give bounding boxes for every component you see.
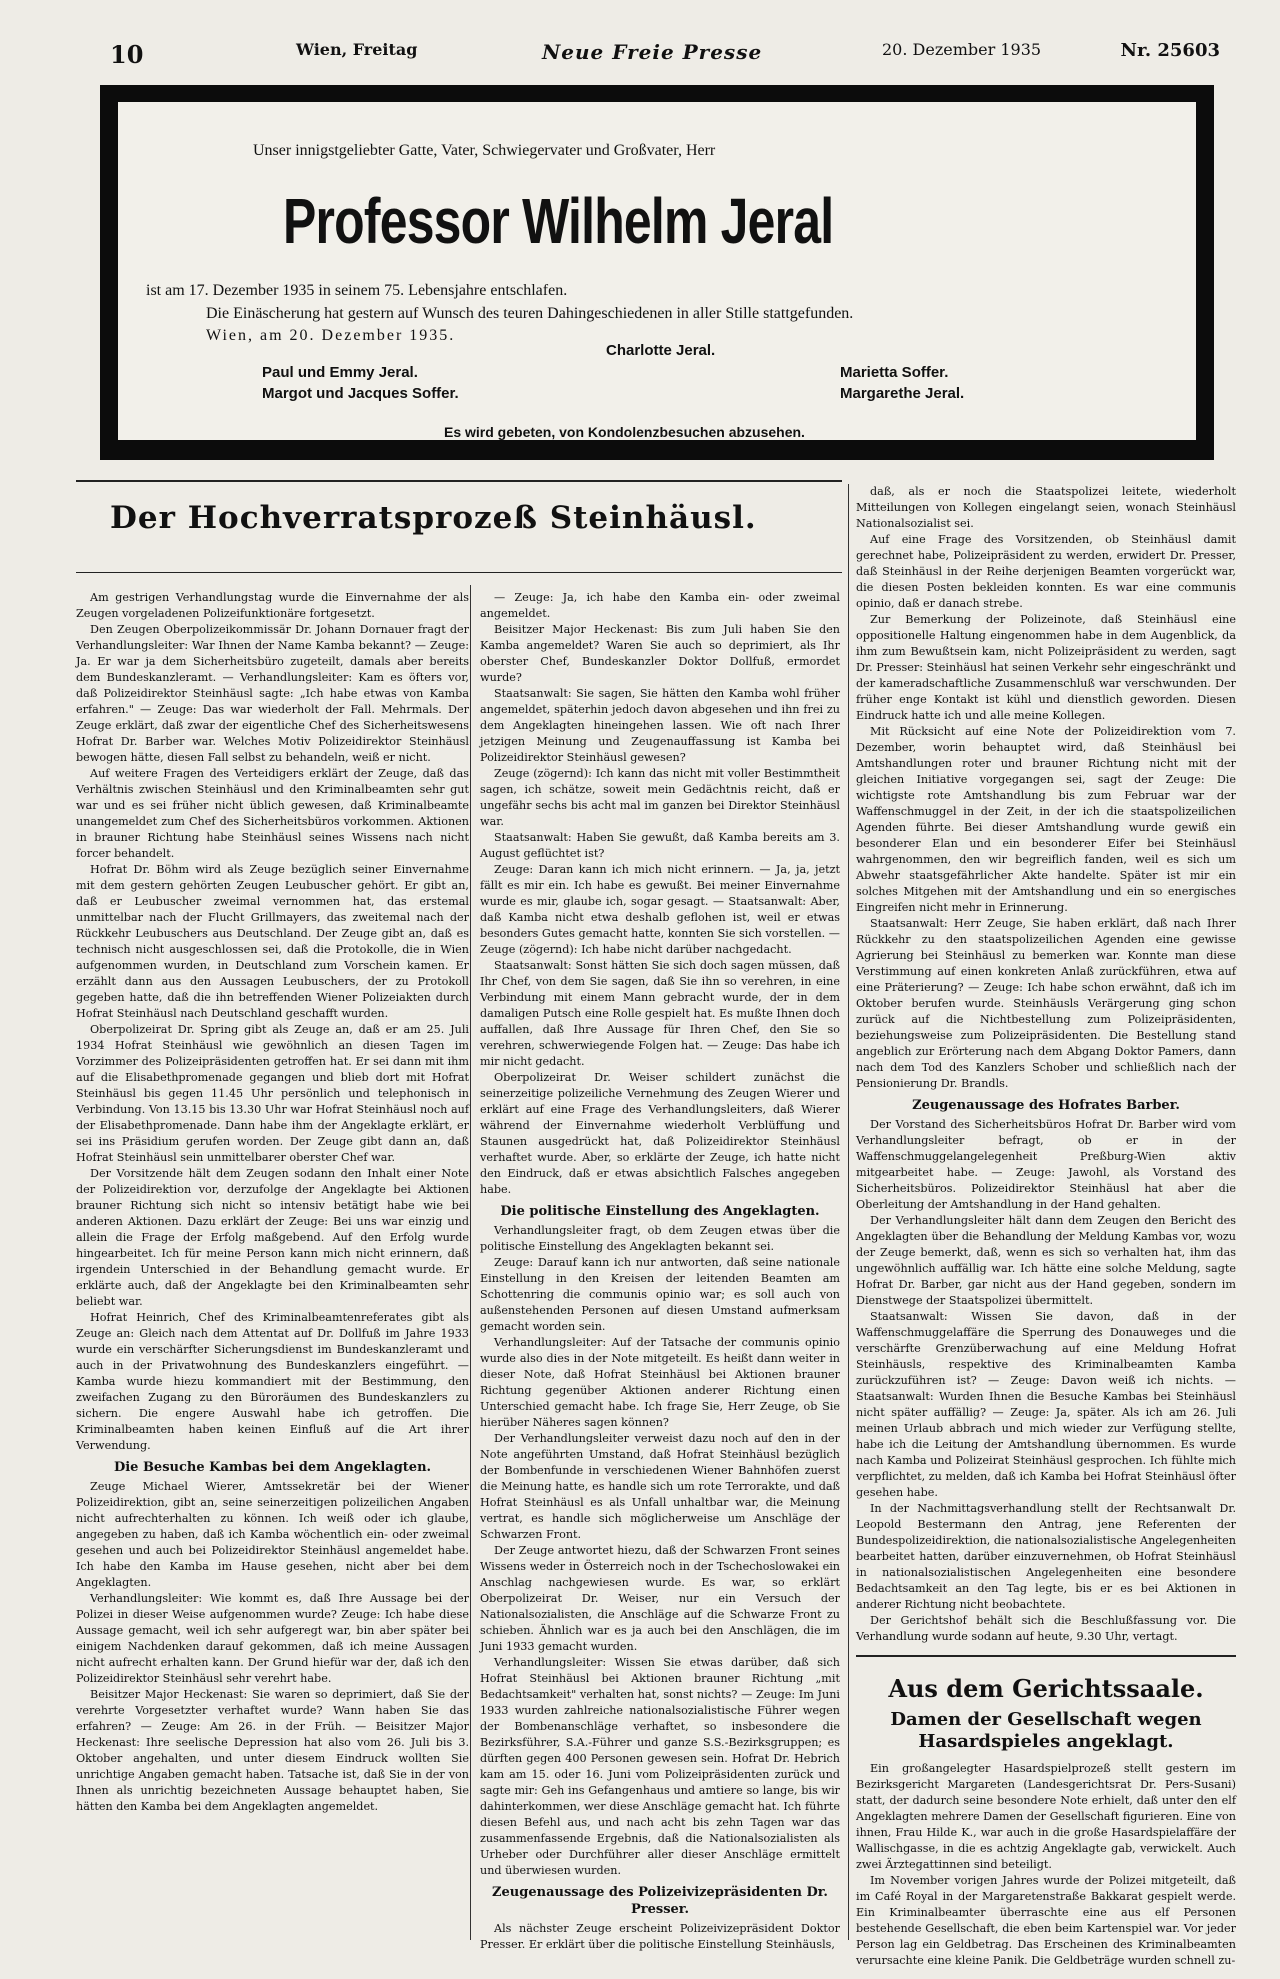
paragraph: Der Vorstand des Sicherheitsbüros Hofrat Dr. Barber wird vom Verhandlungsleiter befragt, ob er in der Waffenschmuggelangelegenheit Preßburg-Wien aktiv mitgearbeitet habe. — Zeuge: Jawohl, als Vorstand des Sicherheitsbüros. Polizeidirektor Steinhäusl hat aber die Oberleitung der Amtshandlung in der Hand gehalten.	[856, 1118, 1236, 1211]
paragraph: Beisitzer Major Heckenast: Bis zum Juli haben Sie den Kamba angemeldet? Waren Sie auch so deprimiert, als Ihr oberster Chef, Bundeskanzler Doktor Dollfuß, ermordet wurde?	[480, 623, 840, 684]
paragraph: Verhandlungsleiter: Wie kommt es, daß Ihre Aussage bei der Polizei in dieser Weise aufgenommen wurde? Zeuge: Ich habe diese Aussage gemacht, weil ich sehr aufgeregt war, bin aber später bei einigem Nachdenken darauf gekommen, daß ich meine Aussagen nicht aufrecht erhalten kann. Der Grund hiefür war der, daß ich den Polizeidirektor Steinhäusl sehr verehrt habe.	[76, 1592, 469, 1685]
paragraph: Verhandlungsleiter: Auf der Tatsache der communis opinio wurde also dies in der Note mitgeteilt. Es heißt dann weiter in dieser Note, daß Hofrat Steinhäusl bei Aktionen brauner Richtung gegenüber Aktionen anderer Richtung einen Unterschied gemacht habe. Ich frage Sie, Herr Zeuge, ob Sie hierüber Näheres sagen können?	[480, 1336, 840, 1429]
subheading: Die politische Einstellung des Angeklagten.	[500, 1204, 820, 1219]
headline-rule-bottom	[76, 572, 842, 573]
section-subheading: Damen der Gesellschaft wegen Hasardspieles angeklagt.	[890, 1709, 1202, 1752]
article-column-3	[856, 484, 1236, 1967]
paragraph: Hofrat Dr. Böhm wird als Zeuge bezüglich seiner Einvernahme mit dem gestern gehörten Zeugen Leubuscher gehört. Er gibt an, daß er Leubuscher zweimal vernommen hat, das erstemal unmittelbar nach der Flucht Grillmayers, das zweitemal nach der Rückkehr Leubuschers aus Deutschland. Der Zeuge gibt an, daß es technisch nicht ausgeschlossen sei, daß die Protokolle, die in Wien aufgenommen wurden, in Deutschland zum Vorschein kamen. Er erzählt dann aus den Aussagen Leubuschers, der zu Protokoll gegeben hatte, daß die ihn betreffenden Wiener Polizeiakten durch Hofrat Steinhäusl nach Deutschland geschafft wurden.	[76, 863, 469, 1020]
subheading: Zeugenaussage des Polizeivizepräsidenten Dr. Presser.	[492, 1885, 828, 1917]
paragraph: Oberpolizeirat Dr. Weiser schildert zunächst die seinerzeitige polizeiliche Vernehmung des Zeugen Wierer und erklärt auf eine Frage des Verhandlungsleiters, daß Wierer während der Einvernahme wiederholt Verblüffung und Staunen ausgedrückt hat, daß Polizeidirektor Steinhäusl verhaftet wurde. Aber, so erklärte der Zeuge, ich hatte nicht den Eindruck, daß er etwas absichtlich Falsches angegeben habe.	[480, 1071, 840, 1196]
city-day: Wien, Freitag	[296, 40, 418, 59]
paragraph: Ein großangelegter Hasardspielprozeß stellt gestern im Bezirksgericht Margareten (Landesgerichtsrat Dr. Pers-Susani) statt, der dadurch seine besondere Note erhielt, daß unter den elf Angeklagten mehrere Damen der Gesellschaft figurieren. Eine von ihnen, Frau Hilde K., war auch in die große Hasardspielaffäre der Wallischgasse, in die es achtzig Angeklagte gab, verwickelt. Auch zwei Ärztegattinnen sind beteiligt.	[856, 1762, 1236, 1871]
obituary-signature-1: Charlotte Jeral.	[606, 342, 716, 359]
issue-number: Nr. 25603	[1120, 40, 1220, 61]
obituary-notice	[100, 85, 1214, 460]
section-title: Aus dem Gerichtssaale.	[888, 1674, 1204, 1703]
paragraph: Staatsanwalt: Sie sagen, Sie hätten den Kamba wohl früher angemeldet, späterhin jedoch davon abgesehen und ihn frei zu dem Angeklagten hineingehen lassen. Wie oft nach Ihrer jetzigen Meinung und Zeugenauffassung ist Kamba bei Polizeidirektor Steinhäusl gewesen?	[480, 687, 840, 764]
obituary-line-3: Wien, am 20. Dezember 1935.	[206, 327, 456, 344]
obituary-signature-5: Margarethe Jeral.	[840, 385, 965, 402]
paragraph: Im November vorigen Jahres wurde der Polizei mitgeteilt, daß im Café Royal in der Margaretenstraße Bakkarat gespielt werde. Ein Kriminalbeamter überraschte eine aus elf Personen bestehende Gesellschaft, die eben beim Kartenspiel war. Vor jeder Person lag ein Geldbetrag. Das Erscheinen des Kriminalbeamten verursachte eine kleine Panik. Die Geldbeträge wurden schnell zu-	[856, 1874, 1236, 1967]
article-column-1	[76, 590, 469, 1940]
paragraph: Zur Bemerkung der Polizeinote, daß Steinhäusl eine oppositionelle Haltung eingenommen habe in dem Augenblick, da ihm zum Bewußtsein kam, nicht Polizeipräsident zu werden, sagt Dr. Presser: Steinhäusl hat seinen Verkehr sehr eingeschränkt und der kameradschaftliche Zusammenschluß war verschwunden. Der früher enge Kontakt ist kühl und dienstlich geworden. Diesen Eindruck hatte ich und alle meine Kollegen.	[856, 613, 1236, 722]
article-column-2	[480, 590, 840, 1951]
paragraph: Auf eine Frage des Vorsitzenden, ob Steinhäusl damit gerechnet habe, Polizeipräsident zu werden, erwidert Dr. Presser, daß Steinhäusl in der Reihe derjenigen Beamten vorgerückt war, die diesen Posten bekleiden konnten. Es war eine communis opinio, daß er danach strebe.	[856, 533, 1236, 610]
paragraph: Zeuge Michael Wierer, Amtssekretär bei der Wiener Polizeidirektion, gibt an, seine seinerzeitigen polizeilichen Angaben nicht aufrechterhalten zu können. Ich weiß oder ich glaube, angegeben zu haben, daß ich Kamba wöchentlich ein- oder zweimal gesehen und auch bei Polizeidirektor Steinhäusl angemeldet habe. Ich habe den Kamba im Hause gesehen, nicht aber bei dem Angeklagten.	[76, 1480, 469, 1589]
obituary-signature-4: Margot und Jacques Soffer.	[262, 385, 459, 402]
obituary-panel	[118, 102, 1196, 440]
paragraph: Zeuge: Darauf kann ich nur antworten, daß seine nationale Einstellung in den Kreisen der leitenden Beamten am Schottenring die communis opinio war; es soll auch von außenstehenden Personen auf diesen Umstand aufmerksam gemacht worden sein.	[480, 1256, 840, 1333]
paragraph: Am gestrigen Verhandlungstag wurde die Einvernahme der als Zeugen vorgeladenen Polizeifunktionäre fortgesetzt.	[76, 591, 469, 620]
subheading: Zeugenaussage des Hofrates Barber.	[912, 1098, 1180, 1113]
section-rule	[856, 1655, 1236, 1657]
paragraph: Der Zeuge antwortet hiezu, daß der Schwarzen Front seines Wissens weder in Österreich noch in der Tschechoslowakei ein Anschlag nachgewiesen wurde. Es war, so erklärt Oberpolizeirat Dr. Weiser, nur ein Versuch der Nationalsozialisten, die Anschläge auf die Schwarze Front zu schieben. Ähnlich war es ja auch bei den Anschlägen, die im Juni 1933 gemacht wurden.	[480, 1544, 840, 1653]
paragraph: Mit Rücksicht auf eine Note der Polizeidirektion vom 7. Dezember, worin behauptet wird, daß Steinhäusl bei Amtshandlungen roter und brauner Richtung nicht mit der gleichen Initiative vorgegangen sei, sagt der Zeuge: Die wichtigste rote Amtshandlung bis zum Februar war der Waffenschmuggel in der Zeit, in der ich die staatspolizeilichen Agenden führte. Bei dieser Amtshandlung wurde gewiß ein besonderer Elan und ein besonderer Eifer bei Steinhäusl wahrgenommen, den wir begreiflich fanden, weil es sich um Abwehr staatsgefährlicher Akte handelte. Später ist mir ein solches Mitgehen mit der Amtshandlung und ein so energisches Eingreifen nicht mehr in Erinnerung.	[856, 725, 1236, 914]
paragraph: Staatsanwalt: Sonst hätten Sie sich doch sagen müssen, daß Ihr Chef, von dem Sie sagen, daß Sie ihn so verehren, in eine Verbindung mit einem Mann gebracht wurde, der in dem damaligen Putsch eine Rolle gespielt hat. Es mußte Ihnen doch auffallen, daß Ihre Aussage für Ihren Chef, den Sie so verehren, schwerwiegende Folgen hat. — Zeuge: Das habe ich mir nicht gedacht.	[480, 959, 840, 1068]
obituary-line-1: ist am 17. Dezember 1935 in seinem 75. Lebensjahre entschlafen.	[146, 282, 568, 299]
paragraph: Staatsanwalt: Haben Sie gewußt, daß Kamba bereits am 3. August geflüchtet ist?	[480, 831, 840, 860]
page-number: 10	[110, 40, 144, 69]
paragraph: Beisitzer Major Heckenast: Sie waren so deprimiert, daß Sie der verehrte Vorgesetzter verhaftet wurde? Wann haben Sie das erfahren? — Zeuge: Am 26. in der Früh. — Beisitzer Major Heckenast: Ihre seelische Depression hat also vom 26. Juli bis 3. Oktober angehalten, und unter diesem Eindruck wollten Sie unrichtige Angaben gemacht haben. Tatsache ist, daß Sie in der von Ihnen als unrichtig bezeichneten Aussage behauptet haben, Sie hätten den Kamba bei dem Angeklagten angemeldet.	[76, 1688, 469, 1813]
paragraph: Als nächster Zeuge erscheint Polizeivizepräsident Doktor Presser. Er erklärt über die politische Einstellung Steinhäusls,	[480, 1922, 840, 1951]
paragraph: In der Nachmittagsverhandlung stellt der Rechtsanwalt Dr. Leopold Bestermann den Antrag, jene Referenten der Bundespolizeidirektion, die nationalsozialistische Angelegenheiten bearbeitet hatten, darüber einzuvernehmen, ob Hofrat Steinhäusl in nationalsozialistischen Angelegenheiten eine besondere Bedachtsamkeit an den Tag legte, bis er es bei Aktionen in anderer Richtung nicht beobachtete.	[856, 1502, 1236, 1611]
paragraph: daß, als er noch die Staatspolizei leitete, wiederholt Mitteilungen von Kollegen eingelangt seien, wonach Steinhäusl Nationalsozialist sei.	[856, 485, 1236, 530]
headline-rule-top	[76, 480, 842, 482]
paragraph: Den Zeugen Oberpolizeikommissär Dr. Johann Dornauer fragt der Verhandlungsleiter: War Ihnen der Name Kamba bekannt? — Zeuge: Ja. Er war ja dem Sicherheitsbüro zugeteilt, damals aber bereits dem Bundeskanzleramt. — Verhandlungsleiter: Kam es öfters vor, daß Polizeidirektor Steinhäusl sagte: „Ich habe etwas von Kamba erfahren." — Zeuge: Das war wiederholt der Fall. Mehrmals. Der Zeuge erklärt, daß zwar der eigentliche Chef des Sicherheitswesens Hofrat Dr. Barber war. Welches Motiv Polizeidirektor Steinhäusl bewogen hätte, diesen Fall selbst zu behandeln, weiß er nicht.	[76, 623, 469, 764]
obituary-line-2: Die Einäscherung hat gestern auf Wunsch des teuren Dahingeschiedenen in aller Stille stattgefunden.	[206, 305, 854, 322]
masthead	[110, 40, 1220, 69]
paragraph: Der Vorsitzende hält dem Zeugen sodann den Inhalt einer Note der Polizeidirektion vor, derzufolge der Angeklagte bei Aktionen brauner Richtung sich nicht so intensiv betätigt habe wie bei anderen Aktionen. Dazu erklärt der Zeuge: Bei uns war einzig und allein die Frage der Erfolg maßgebend. Auf den Erfolg wurde hingearbeitet. Ich für meine Person kann mich nicht erinnern, daß irgendein Unterschied in der Behandlung gemacht wurde. Er erklärte auch, daß der Angeklagte bei den Kriminalbeamten sehr beliebt war.	[76, 1167, 469, 1308]
newspaper-title: Neue Freie Presse	[542, 40, 763, 64]
obituary-name: Professor Wilhelm Jeral	[283, 185, 834, 257]
paragraph: Staatsanwalt: Herr Zeuge, Sie haben erklärt, daß nach Ihrer Rückkehr zu den staatspolizeilichen Agenden eine gewisse Agrierung bei Steinhäusl zu bemerken war. Konnte man diese Verstimmung auf einen konkreten Anlaß zurückführen, etwa auf eine Präterierung? — Zeuge: Ich habe schon erwähnt, daß ich im Oktober berufen wurde. Steinhäusls Verärgerung ging schon zurück auf die Nichtbestellung zum Polizeipräsidenten, beziehungsweise zum Polizeipräsidenten. Die Bestellung stand angeblich zur Erörterung nach dem Abgang Doktor Pamers, dann nach dem Tod des Kanzlers Schober und schließlich nach der Pensionierung Dr. Brandls.	[856, 917, 1236, 1090]
issue-date: 20. Dezember 1935	[882, 40, 1042, 59]
paragraph: Verhandlungsleiter: Wissen Sie etwas darüber, daß sich Hofrat Steinhäusl bei Aktionen brauner Richtung „mit Bedachtsamkeit" verhalten hat, sonst nichts? — Zeuge: Im Juni 1933 wurden zahlreiche nationalsozialistische Führer wegen der Bombenanschläge verhaftet, so insbesondere die Bezirksführer, S.A.-Führer und ganze S.S.-Bezirksgruppen; es dürften gegen 400 Personen gewesen sein. Hofrat Dr. Hebrich kam am 15. oder 16. Juni vom Polizeipräsidenten zurück und sagte mir: Geh ins Gefangenhaus und amtiere so lange, bis wir dahinterkommen, wer diese Anschläge gemacht hat. Ich führte diesen Befehl aus, und nach acht bis zehn Tagen war das zusammenfassende Ergebnis, daß die Nationalsozialisten als Urheber oder Durchführer aller dieser Anschläge ermittelt und überwiesen wurden.	[480, 1656, 840, 1877]
article-headline: Der Hochverratsprozeß Steinhäusl.	[110, 500, 757, 536]
paragraph: Der Verhandlungsleiter verweist dazu noch auf den in der Note angeführten Umstand, daß Hofrat Steinhäusl bezüglich der Bombenfunde in verschiedenen Wiener Bahnhöfen zuerst die Meinung hatte, es handle sich um rote Terrorakte, und daß Hofrat Steinhäusl es als Unfall unhaltbar war, die Meinung vertrat, es handle sich möglicherweise um Anschläge der Schwarzen Front.	[480, 1432, 840, 1541]
paragraph: Auf weitere Fragen des Verteidigers erklärt der Zeuge, daß das Verhältnis zwischen Steinhäusl und den Kriminalbeamten sehr gut war und es sei früher nicht üblich gewesen, daß Kriminalbeamte unangemeldet zum Chef des Sicherheitsbüros vorkommen. Aktionen in brauner Richtung habe Steinhäusl seines Wissens nach nicht forcer behandelt.	[76, 767, 469, 860]
paragraph: Staatsanwalt: Wissen Sie davon, daß in der Waffenschmuggelaffäre die Sperrung des Donauweges und die verschärfte Grenzüberwachung auf eine Meldung Hofrat Steinhäusls, respektive des Kriminalbeamten Kamba zurückzuführen ist? — Zeuge: Davon weiß ich nichts. — Staatsanwalt: Wurden Ihnen die Besuche Kambas bei Steinhäusl nicht später auffällig? — Zeuge: Ja, später. Als ich am 26. Juli meinen Urlaub abbrach und mich wieder zur Verfügung stellte, habe ich die Leitung der Amtshandlung übernommen. Es wurde nach Kamba und Polizeirat Steinhäusl gesprochen. Ich fühlte mich verpflichtet, zu melden, daß ich Kamba bei Hofrat Steinhäusl öfter gesehen habe.	[856, 1310, 1236, 1499]
column-divider-1	[470, 585, 471, 1940]
paragraph: Der Verhandlungsleiter hält dann dem Zeugen den Bericht des Angeklagten über die Behandlung der Meldung Kambas vor, wozu der Zeuge bemerkt, daß, wenn es sich so verhalten hat, ihm das ungewöhnlich auffällig war. Ich hätte eine solche Meldung, sagte Hofrat Dr. Barber, gar nicht aus der Hand gegeben, sondern im Dienstwege der Staatspolizei übermittelt.	[856, 1214, 1236, 1307]
paragraph: — Zeuge: Ja, ich habe den Kamba ein- oder zweimal angemeldet.	[480, 591, 840, 620]
paragraph: Oberpolizeirat Dr. Spring gibt als Zeuge an, daß er am 25. Juli 1934 Hofrat Steinhäusl wie gewöhnlich an diesen Tagen im Vorzimmer des Polizeipräsidenten getroffen hat. Er sei dann mit ihm auf die Elisabethpromenade gegangen und blieb dort mit Hofrat Steinhäusl bis gegen 11.45 Uhr persönlich und telephonisch in Verbindung. Von 13.15 bis 13.30 Uhr war Hofrat Steinhäusl noch auf der Elisabethpromenade. Dann habe ihm der Angeklagte erklärt, er sei ins Präsidium gerufen worden. Der Zeuge gibt dann an, daß Hofrat Steinhäusl sein unmittelbarer oberster Chef war.	[76, 1023, 469, 1164]
obituary-signature-2: Paul und Emmy Jeral.	[262, 364, 418, 381]
paragraph: Zeuge (zögernd): Ich kann das nicht mit voller Bestimmtheit sagen, ich schätze, soweit mein Gedächtnis reicht, daß er ungefähr sechs bis acht mal im ganzen bei Direktor Steinhäusl war.	[480, 767, 840, 828]
column-divider-2	[848, 484, 849, 1940]
column-1-paragraphs	[76, 590, 469, 1454]
paragraph: Verhandlungsleiter fragt, ob dem Zeugen etwas über die politische Einstellung des Angeklagten bekannt sei.	[480, 1224, 840, 1253]
paragraph: Hofrat Heinrich, Chef des Kriminalbeamtenreferates gibt als Zeuge an: Gleich nach dem Attentat auf Dr. Dollfuß im Jahre 1933 wurde ein verschärfter Sicherungsdienst im Bundeskanzleramt und auch in der Privatwohnung des Bundeskanzlers eingeführt. — Kamba wurde hiezu kommandiert mit der Bestimmung, den zweifachen Zugang zu den Büroräumen des Bundeskanzlers zu sichern. Die engere Auswahl habe ich getroffen. Die Kriminalbeamten haben keinen Einfluß auf die Art ihrer Verwendung.	[76, 1311, 469, 1452]
obituary-intro: Unser innigstgeliebter Gatte, Vater, Schwiegervater und Großvater, Herr	[253, 142, 716, 159]
obituary-note: Es wird gebeten, von Kondolenzbesuchen abzusehen.	[444, 424, 805, 440]
paragraph: Zeuge: Daran kann ich mich nicht erinnern. — Ja, ja, jetzt fällt es mir ein. Ich habe es gewußt. Bei meiner Einvernahme wurde es mir, glaube ich, sogar gesagt. — Staatsanwalt: Aber, daß Kamba nicht etwa deshalb geflohen ist, weil er etwas besonders Gutes gemacht hatte, konnten Sie sich vorstellen. — Zeuge (zögernd): Ich habe nicht darüber nachgedacht.	[480, 863, 840, 956]
paragraph: Der Gerichtshof behält sich die Beschlußfassung vor. Die Verhandlung wurde sodann auf heute, 9.30 Uhr, vertagt.	[856, 1614, 1236, 1643]
subheading: Die Besuche Kambas bei dem Angeklagten.	[113, 1460, 432, 1475]
obituary-signature-3: Marietta Soffer.	[840, 364, 949, 381]
